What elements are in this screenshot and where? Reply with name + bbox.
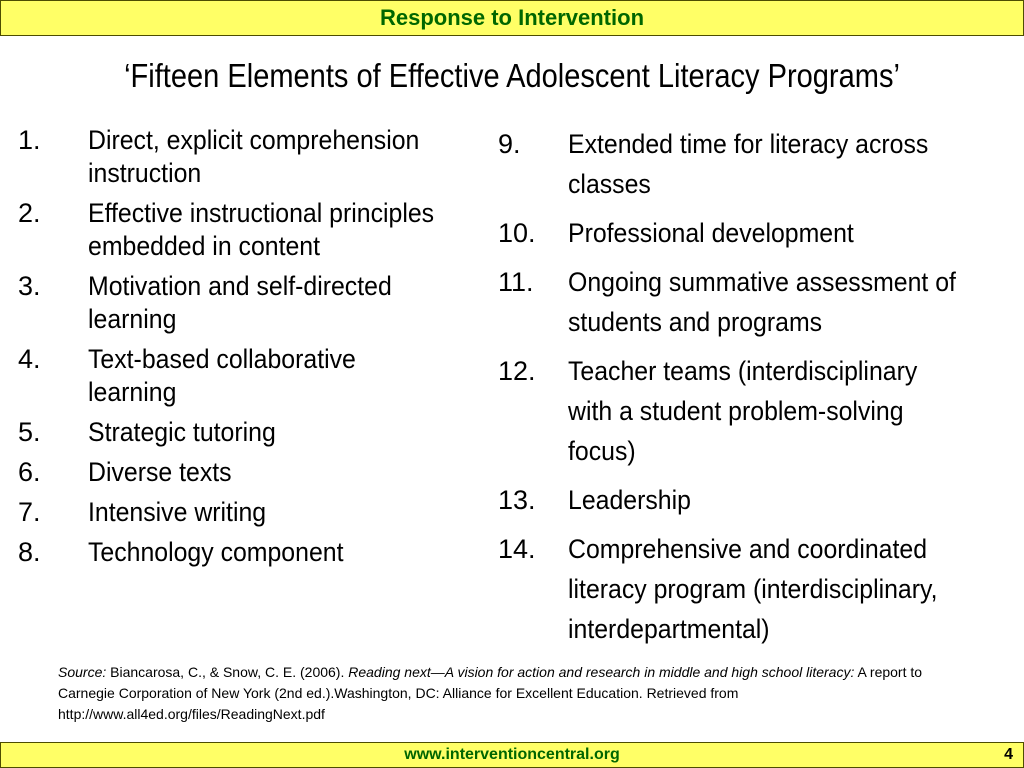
list-item — [498, 351, 1018, 471]
slide-title: ‘Fifteen Elements of Effective Adolescent Literacy Programs’ — [124, 57, 900, 94]
source-authors: Biancarosa, C., & Snow, C. E. (2006). — [106, 664, 349, 680]
list-item — [18, 197, 488, 263]
item-text-line: classes — [568, 169, 651, 199]
item-number: 8. — [18, 537, 41, 567]
item-number: 7. — [18, 497, 41, 527]
list-item — [498, 262, 1018, 342]
list-item — [18, 270, 488, 336]
item-text-line: learning — [88, 377, 177, 407]
item-number: 11. — [498, 267, 534, 297]
source-rest: A report to Carnegie Corporation of New York (2nd ed.).Washington, DC: Alliance for Excellent Education. Retrieved from http://www.all4ed.org/files/ReadingNext.pdf — [58, 664, 923, 722]
list-item — [18, 416, 488, 449]
list-item — [18, 536, 488, 569]
item-number: 1. — [18, 125, 41, 155]
item-text-line: Ongoing summative assessment of — [568, 267, 956, 297]
item-number: 5. — [18, 417, 41, 447]
item-text-line: Motivation and self-directed — [88, 271, 392, 301]
footer-url[interactable]: www.interventioncentral.org — [404, 746, 620, 763]
list-item — [18, 456, 488, 489]
item-number: 10. — [498, 218, 536, 248]
item-text-line: Technology component — [88, 537, 344, 567]
item-text-line: Text-based collaborative — [88, 344, 356, 374]
item-number: 4. — [18, 344, 41, 374]
item-number: 3. — [18, 271, 41, 301]
item-text-line: Professional development — [568, 218, 854, 248]
item-text-line: Diverse texts — [88, 457, 232, 487]
list-item — [498, 213, 1018, 253]
item-text-line: Extended time for literacy across — [568, 129, 929, 159]
item-number: 13. — [498, 485, 536, 515]
left-element-list — [18, 124, 488, 576]
item-text-line: Strategic tutoring — [88, 417, 276, 447]
item-text-line: Intensive writing — [88, 497, 267, 527]
item-number: 14. — [498, 534, 536, 564]
item-number: 2. — [18, 198, 41, 228]
header-title: Response to Intervention — [379, 5, 645, 30]
source-label: Source: — [58, 664, 107, 680]
item-text-line: interdepartmental) — [568, 614, 770, 644]
list-item — [18, 496, 488, 529]
list-item — [498, 529, 1018, 649]
page-number: 4 — [1004, 746, 1013, 763]
item-text-line: literacy program (interdisciplinary, — [568, 574, 938, 604]
footer-banner — [0, 742, 1024, 768]
item-text-line: Direct, explicit comprehension — [88, 125, 420, 155]
source-title: Reading next—A vision for action and research in middle and high school literacy: — [348, 664, 855, 680]
item-text-line: with a student problem-solving — [568, 396, 904, 426]
item-text-line: learning — [88, 304, 177, 334]
item-text-line: instruction — [88, 158, 202, 188]
header-banner — [0, 0, 1024, 36]
list-item — [498, 124, 1018, 204]
source-citation — [58, 662, 958, 725]
list-item — [498, 480, 1018, 520]
right-element-list — [498, 124, 1018, 658]
item-number: 12. — [498, 356, 536, 386]
list-item — [18, 343, 488, 409]
item-text-line: Teacher teams (interdisciplinary — [568, 356, 918, 386]
item-number: 9. — [498, 129, 521, 159]
item-text-line: focus) — [568, 436, 636, 466]
item-text-line: Comprehensive and coordinated — [568, 534, 928, 564]
item-text-line: Effective instructional principles — [88, 198, 435, 228]
item-text-line: Leadership — [568, 485, 691, 515]
item-number: 6. — [18, 457, 41, 487]
list-item — [18, 124, 488, 190]
item-text-line: students and programs — [568, 307, 823, 337]
item-text-line: embedded in content — [88, 231, 321, 261]
